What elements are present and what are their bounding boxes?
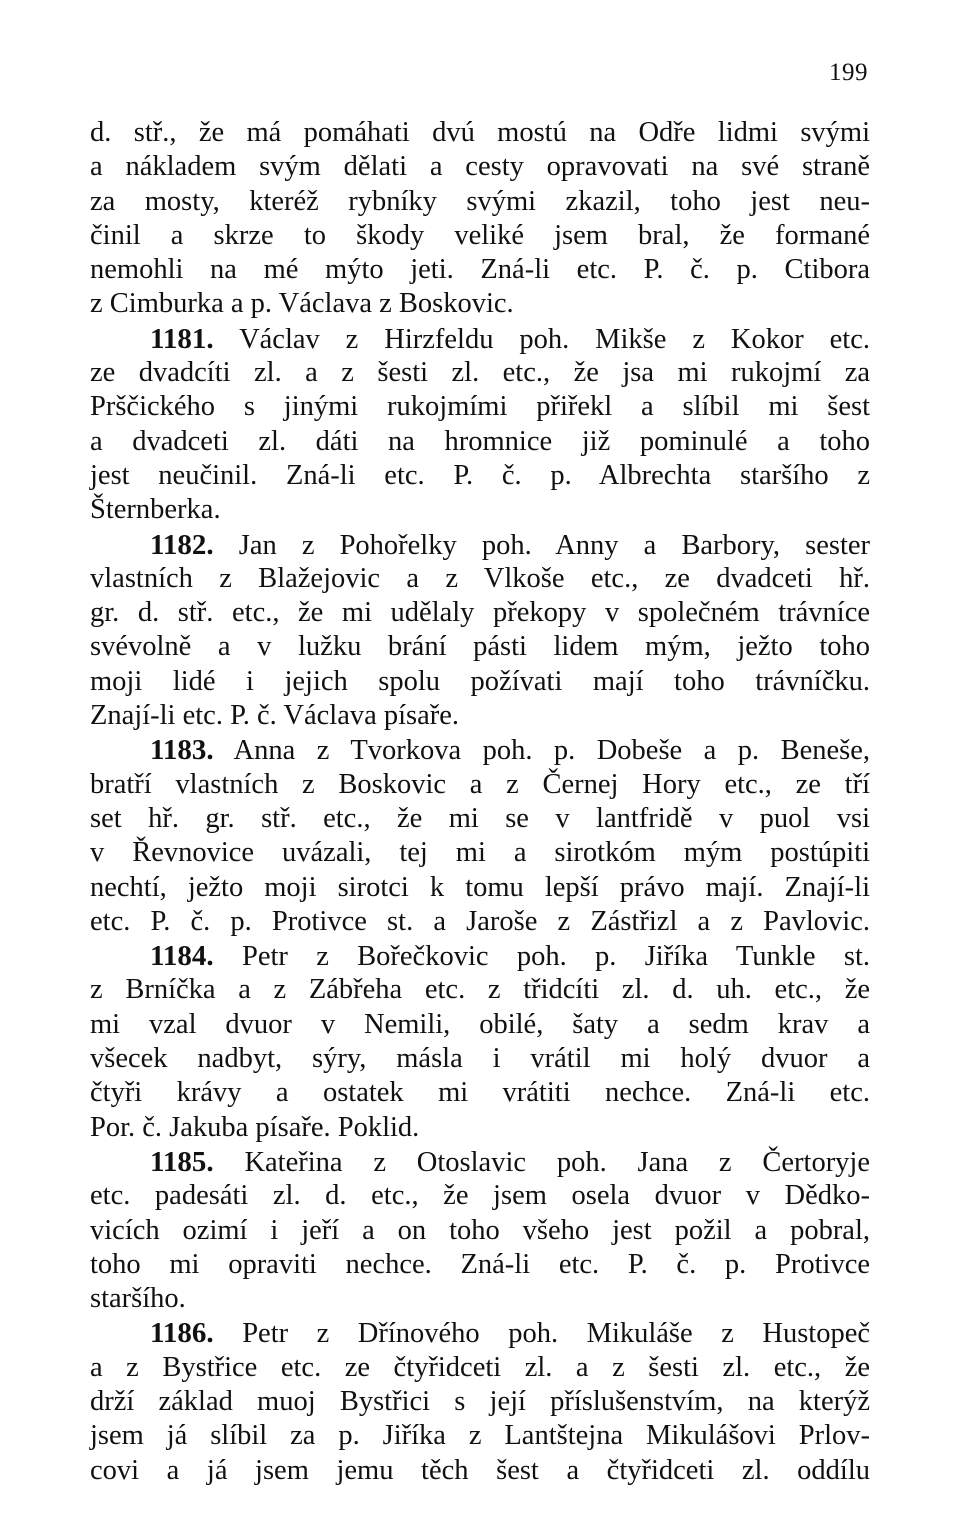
text-line [90,1385,870,1419]
line-text: a nákladem svým dělati a cesty opravovati na své straně [90,151,870,183]
line-text: Znají-li etc. P. č. Václava písaře. [90,700,460,732]
line-text: v Řevnovice uvázali, tej mi a sirotkóm mým postúpiti [90,837,870,869]
line-text: covi a já jsem jemu těch šest a čtyřidceti zl. oddílu [90,1454,870,1486]
line-text: svévolně a v lužku brání pásti lidem mým, ježto toho [90,631,870,663]
entry-first-line [90,939,870,973]
line-text: Por. č. Jakuba písaře. Poklid. [90,1111,420,1143]
line-text: drží základ muoj Bystřici s její příslušenstvím, na kterýž [90,1385,870,1417]
text-line [90,871,870,905]
text-line [90,493,870,527]
text-line [90,630,870,664]
body-text [90,116,870,1488]
entry-first-line [90,733,870,767]
text-line [90,1008,870,1042]
line-text: Anna z Tvorkova poh. p. Dobeše a p. Beneše, [233,735,870,767]
text-line [90,219,870,253]
text-line [90,768,870,802]
text-line [90,1214,870,1248]
text-line [90,185,870,219]
line-text: nechtí, ježto moji sirotci k tomu lepší právo mají. Znají-li [90,871,870,903]
entry-first-line [90,322,870,356]
text-line [90,459,870,493]
text-line [90,1179,870,1213]
text-line [90,1042,870,1076]
line-text: všecek nadbyt, sýry, másla i vrátil mi holý dvuor a [90,1043,870,1075]
text-line [90,596,870,630]
text-line [90,905,870,939]
text-line [90,973,870,1007]
line-text: Šternberka. [90,494,221,526]
line-text: etc. padesáti zl. d. etc., že jsem osela dvuor v Dědko- [90,1180,870,1212]
text-line [90,253,870,287]
text-line [90,562,870,596]
entry-first-line [90,528,870,562]
line-text: bratří vlastních z Boskovic a z Černej Hory etc., ze tří [90,768,870,800]
line-text: a z Bystřice etc. ze čtyřidceti zl. a z šesti zl. etc., že [90,1351,870,1383]
entry-first-line [90,1316,870,1350]
line-text: činil a skrze to škody veliké jsem bral, že formané [90,219,870,251]
line-text: Petr z Bořečkovic poh. p. Jiříka Tunkle st. [241,941,870,973]
entry-number: 1186. [150,1317,214,1350]
line-text: ze dvadcíti zl. a z šesti zl. etc., že jsa mi rukojmí za [90,357,870,389]
text-line [90,390,870,424]
text-line [90,1419,870,1453]
line-text: toho mi opraviti nechce. Zná-li etc. P. č. p. Protivce [90,1248,870,1280]
line-text: vicích ozimí i jeří a on toho všeho jest požil a pobral, [90,1214,870,1246]
line-text: Petr z Dřínového poh. Mikuláše z Hustopeč [242,1318,871,1350]
entry-number: 1181. [150,322,214,355]
line-text: d. stř., že má pomáhati dvú mostú na Odře lidmi svými [90,117,870,148]
line-text: Václav z Hirzfeldu poh. Mikše z Kokor etc. [239,323,870,355]
line-text: a dvadceti zl. dáti na hromnice již pominulé a toho [90,425,870,457]
text-line [90,1111,870,1145]
text-line [90,287,870,321]
text-line [90,1076,870,1110]
text-line [90,116,870,150]
text-line [90,150,870,184]
line-text: vlastních z Blažejovic a z Vlkoše etc., ze dvadceti hř. [90,562,870,594]
entry-first-line [90,1145,870,1179]
entry-number: 1182. [150,528,214,561]
text-line [90,699,870,733]
line-text: čtyři krávy a ostatek mi vrátiti nechce. Zná-li etc. [90,1077,870,1109]
page-number: 199 [829,59,868,86]
line-text: jest neučinil. Zná-li etc. P. č. p. Albrechta staršího z [90,459,870,491]
line-text: z Brníčka a z Zábřeha etc. z třidcíti zl. d. uh. etc., že [90,974,870,1006]
entry-number: 1185. [150,1145,214,1178]
line-text: nemohli na mé mýto jeti. Zná-li etc. P. č. p. Ctibora [90,254,870,286]
text-line [90,802,870,836]
text-line [90,1282,870,1316]
text-line [90,1248,870,1282]
text-line [90,1351,870,1385]
line-text: set hř. gr. stř. etc., že mi se v lantfridě v puol vsi [90,802,870,834]
line-text: Jan z Pohořelky poh. Anny a Barbory, sester [238,529,871,561]
text-line [90,356,870,390]
line-text: Kateřina z Otoslavic poh. Jana z Čertoryje [244,1146,870,1178]
text-line [90,1454,870,1488]
text-line [90,665,870,699]
line-text: z Cimburka a p. Václava z Boskovic. [90,288,514,320]
line-text: gr. d. stř. etc., že mi udělaly překopy v společném trávníce [90,597,870,629]
line-text: staršího. [90,1283,186,1315]
line-text: mi vzal dvuor v Nemili, obilé, šaty a sedm krav a [90,1008,870,1040]
text-line [90,425,870,459]
entry-number: 1184. [150,940,214,973]
line-text: etc. P. č. p. Protivce st. a Jaroše z Zástřizl a z Pavlovic. [90,905,870,937]
entry-number: 1183. [150,734,214,767]
line-text: moji lidé i jejich spolu požívati mají toho trávníčku. [90,665,870,697]
line-text: Prščického s jinými rukojmími přiřekl a slíbil mi šest [90,391,870,423]
line-text: jsem já slíbil za p. Jiříka z Lantštejna Mikulášovi Prlov- [90,1420,870,1452]
text-line [90,836,870,870]
line-text: za mosty, kteréž rybníky svými zkazil, toho jest neu- [90,185,870,217]
